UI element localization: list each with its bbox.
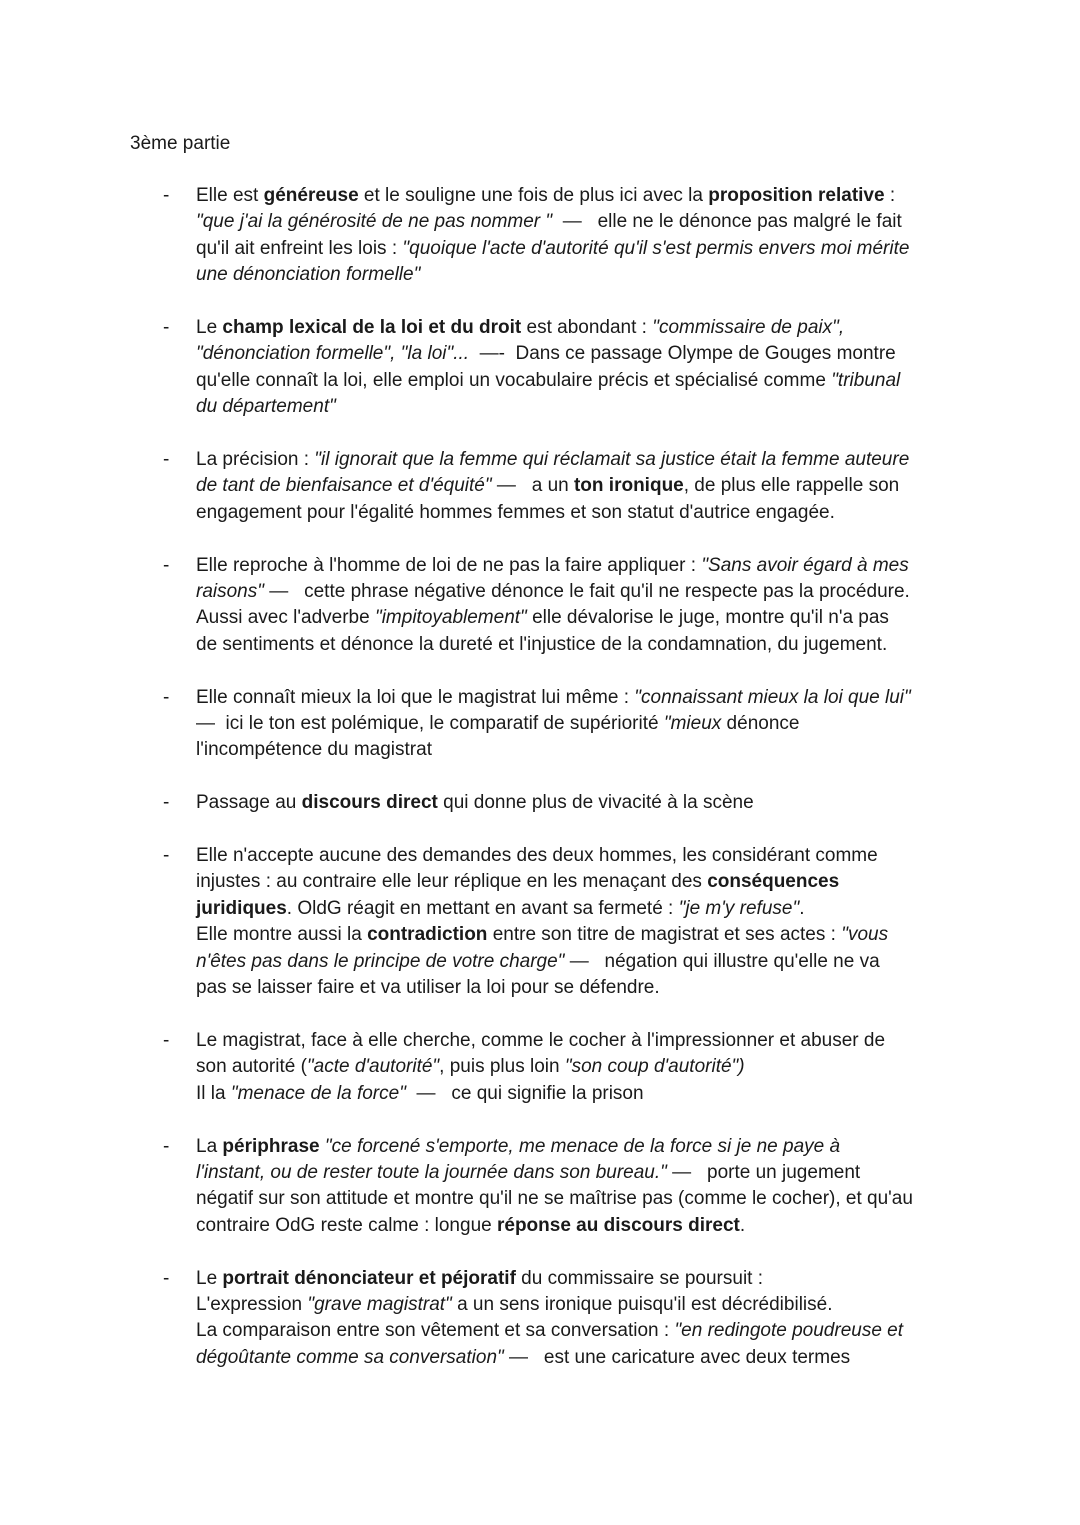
bullet-dash: -: [163, 792, 170, 814]
text-line: [196, 341, 996, 367]
quote-text: l'instant, ou de rester toute la journée dans son bureau.": [196, 1161, 667, 1183]
quote-text: "impitoyablement": [374, 607, 527, 629]
quote-text: "je m'y refuse": [678, 897, 800, 919]
quote-text: "connaissant mieux la loi que lui": [634, 686, 911, 708]
text-line: [196, 685, 996, 711]
text-segment: entre son titre de magistrat et ses actes :: [487, 924, 842, 946]
bullet-item: [163, 1028, 996, 1107]
text-segment: Elle est: [196, 185, 264, 206]
bullet-item: [163, 685, 996, 764]
bold-text: généreuse: [263, 185, 359, 206]
text-segment: Le magistrat, face à elle cherche, comme le cocher à l'impressionner et abuser de: [196, 1029, 886, 1051]
text-segment: :: [884, 185, 896, 206]
bullet-dash: -: [163, 1135, 170, 1157]
text-segment: Le: [196, 317, 223, 339]
bold-text: juridiques: [196, 897, 287, 919]
text-line: [196, 447, 996, 473]
text-segment: elle dévalorise le juge, montre qu'il n'a pas: [526, 607, 889, 629]
bullet-dash: -: [163, 686, 170, 708]
quote-text: raisons": [196, 581, 264, 603]
text-segment: Elle reproche à l'homme de loi de ne pas la faire appliquer :: [196, 554, 702, 576]
text-line: [196, 579, 996, 605]
text-segment: Elle n'accepte aucune des demandes des deux hommes, les considérant comme: [196, 845, 878, 867]
text-line: [196, 1213, 996, 1239]
quote-text: "que j'ai la générosité de ne pas nommer ": [196, 211, 553, 233]
text-line: [196, 394, 996, 420]
quote-text: "son coup d'autorité"): [564, 1056, 745, 1078]
text-segment: Le: [196, 1267, 223, 1289]
quote-text: "ce forcené s'emporte, me menace de la force si je ne paye à: [324, 1135, 841, 1157]
text-line: [196, 1318, 996, 1344]
text-line: [196, 1345, 996, 1371]
bold-text: ton ironique: [573, 475, 684, 497]
text-line: [196, 236, 996, 262]
text-line: [196, 949, 996, 975]
bullet-dash: -: [163, 185, 170, 206]
bullet-item: [163, 1266, 996, 1372]
text-line: [196, 183, 996, 209]
bullet-dash: -: [163, 1029, 170, 1051]
text-segment: — a un: [491, 475, 574, 497]
bullet-item: [163, 553, 996, 659]
bullet-item: [163, 447, 996, 526]
text-segment: engagement pour l'égalité hommes femmes et son statut d'autrice engagée.: [196, 501, 835, 523]
text-segment: , puis plus loin: [439, 1056, 565, 1078]
text-line: [196, 790, 996, 816]
quote-text: dégoûtante comme sa conversation": [196, 1346, 504, 1368]
bold-text: portrait dénonciateur et péjoratif: [222, 1267, 516, 1289]
text-segment: Aussi avec l'adverbe: [196, 607, 375, 629]
text-segment: a un sens ironique puisqu'il est décrédibilisé.: [451, 1293, 833, 1315]
text-segment: Passage au: [196, 792, 302, 814]
text-line: [196, 209, 996, 235]
bullet-item: [163, 315, 996, 421]
text-line: [196, 869, 996, 895]
text-segment: . OldG réagit en mettant en avant sa fermeté :: [286, 897, 679, 919]
text-segment: de sentiments et dénonce la dureté et l'injustice de la condamnation, du jugement.: [196, 633, 888, 655]
bullet-dash: -: [163, 554, 170, 576]
text-line: [196, 632, 996, 658]
text-segment: dénonce: [721, 713, 800, 735]
bullet-dash: -: [163, 1267, 170, 1289]
text-segment: Elle montre aussi la: [196, 924, 368, 946]
text-line: [196, 896, 996, 922]
text-segment: l'incompétence du magistrat: [196, 739, 432, 761]
quote-text: "en redingote poudreuse et: [674, 1320, 904, 1342]
text-segment: — négation qui illustre qu'elle ne va: [564, 950, 880, 972]
bold-text: réponse au discours direct: [496, 1214, 740, 1236]
text-segment: — ce qui signifie la prison: [405, 1082, 644, 1104]
quote-text: "menace de la force": [230, 1082, 406, 1104]
quote-text: du département": [196, 396, 336, 418]
text-line: [196, 368, 996, 394]
text-line: [196, 1054, 996, 1080]
text-line: [196, 262, 996, 288]
text-line: [196, 711, 996, 737]
text-segment: — ici le ton est polémique, le comparatif de supériorité: [196, 713, 664, 735]
quote-text: "dénonciation formelle", "la loi"...: [196, 343, 470, 365]
text-line: [196, 473, 996, 499]
text-segment: et le souligne une fois de plus ici avec la: [358, 185, 709, 206]
text-segment: Elle connaît mieux la loi que le magistrat lui même :: [196, 686, 635, 708]
bullet-dash: -: [163, 317, 170, 339]
quote-text: "mieux: [663, 713, 722, 735]
text-line: [196, 843, 996, 869]
text-line: [196, 315, 996, 341]
text-segment: L'expression: [196, 1293, 308, 1315]
text-line: [196, 500, 996, 526]
text-line: [196, 1081, 996, 1107]
quote-text: "grave magistrat": [307, 1293, 452, 1315]
text-segment: Il la: [196, 1082, 231, 1104]
text-segment: négatif sur son attitude et montre qu'il ne se maîtrise pas (comme le cocher), et qu'au: [196, 1188, 913, 1210]
bold-text: proposition relative: [708, 185, 885, 206]
text-segment: — porte un jugement: [666, 1161, 861, 1183]
text-line: [196, 553, 996, 579]
text-line: [196, 975, 996, 1001]
text-segment: qu'elle connaît la loi, elle emploi un vocabulaire précis et spécialisé comme: [196, 369, 832, 391]
bold-text: discours direct: [301, 792, 438, 814]
bullet-dash: -: [163, 845, 170, 867]
text-line: [196, 605, 996, 631]
bullet-list: [163, 183, 996, 1398]
bullet-dash: -: [163, 449, 170, 471]
text-segment: — elle ne le dénonce pas malgré le fait: [552, 211, 902, 233]
text-line: [196, 737, 996, 763]
bullet-item: [163, 1134, 996, 1240]
quote-text: une dénonciation formelle": [196, 264, 421, 286]
quote-text: n'êtes pas dans le principe de votre charge": [196, 950, 565, 972]
text-segment: , de plus elle rappelle son: [683, 475, 900, 497]
section-title: 3ème partie: [130, 133, 231, 154]
quote-text: "acte d'autorité": [306, 1056, 440, 1078]
text-line: [196, 1292, 996, 1318]
quote-text: "il ignorait que la femme qui réclamait sa justice était la femme auteure: [314, 449, 910, 471]
text-segment: —- Dans ce passage Olympe de Gouges montre: [469, 343, 896, 365]
quote-text: "vous: [841, 924, 889, 946]
text-segment: — est une caricature avec deux termes: [503, 1346, 851, 1368]
text-segment: — cette phrase négative dénonce le fait qu'il ne respecte pas la procédure.: [264, 581, 910, 603]
text-line: [196, 922, 996, 948]
text-segment: .: [739, 1214, 746, 1236]
text-segment: son autorité (: [196, 1056, 307, 1078]
bold-text: conséquences: [707, 871, 840, 893]
bold-text: contradiction: [367, 924, 488, 946]
bold-text: périphrase: [222, 1135, 320, 1157]
bullet-item: [163, 843, 996, 1001]
text-line: [196, 1266, 996, 1292]
quote-text: "commissaire de paix",: [652, 317, 845, 339]
bold-text: champ lexical de la loi et du droit: [222, 317, 522, 339]
text-segment: La comparaison entre son vêtement et sa conversation :: [196, 1320, 675, 1342]
text-segment: contraire OdG reste calme : longue: [196, 1214, 497, 1236]
text-line: [196, 1160, 996, 1186]
quote-text: "Sans avoir égard à mes: [701, 554, 909, 576]
quote-text: "quoique l'acte d'autorité qu'il s'est permis envers moi mérite: [402, 237, 910, 259]
text-segment: pas se laisser faire et va utiliser la loi pour se défendre.: [196, 977, 660, 999]
text-segment: du commissaire se poursuit :: [515, 1267, 763, 1289]
text-line: [196, 1028, 996, 1054]
quote-text: de tant de bienfaisance et d'équité": [196, 475, 492, 497]
text-segment: est abondant :: [521, 317, 653, 339]
text-segment: La précision :: [196, 449, 315, 471]
bullet-item: [163, 790, 996, 816]
text-line: [196, 1134, 996, 1160]
text-segment: .: [799, 897, 805, 919]
text-segment: injustes : au contraire elle leur réplique en les menaçant des: [196, 871, 708, 893]
text-segment: La: [196, 1135, 223, 1157]
text-segment: qu'il ait enfreint les lois :: [196, 237, 403, 259]
text-segment: qui donne plus de vivacité à la scène: [437, 792, 754, 814]
text-line: [196, 1186, 996, 1212]
bullet-item: [163, 183, 996, 289]
quote-text: "tribunal: [831, 369, 901, 391]
